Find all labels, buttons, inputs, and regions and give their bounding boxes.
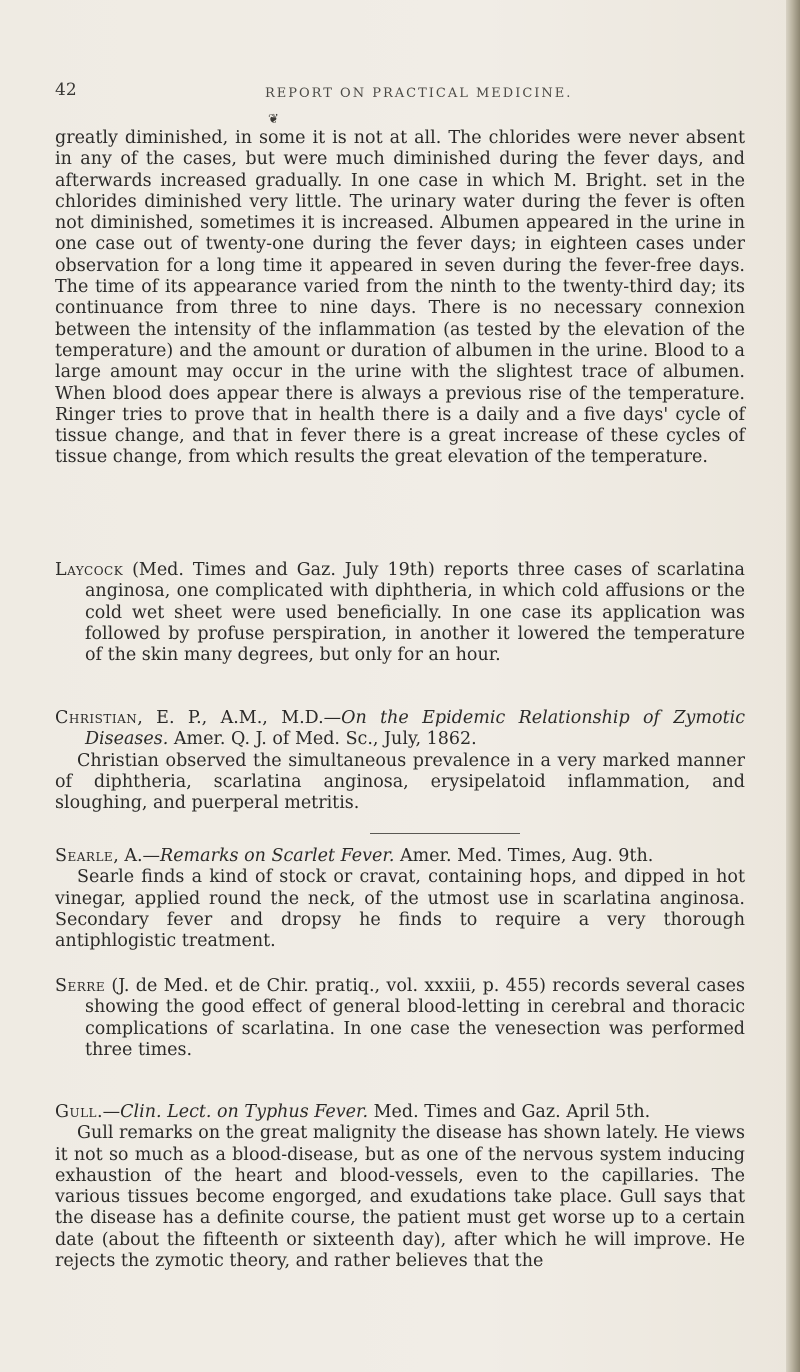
printer-mark-icon: ❦ [268, 112, 279, 127]
entry-author: Gull [55, 1102, 98, 1122]
entry-laycock [55, 560, 745, 666]
entry-searle [55, 846, 745, 952]
entry-dash: .— [97, 1102, 121, 1122]
entry-title: On the Epidemic Relationship of Zymotic Diseases. [85, 708, 745, 750]
section-rule [370, 833, 520, 834]
entry-title: Clin. Lect. on Typhus Fever. [120, 1102, 369, 1122]
paragraph-text: greatly diminished, in some it is not at all. The chlorides were never absent in any of the cases, but were much diminished during the fever days, and afterwards increased gradually. In one case in which M. Bright. set in the chlorides diminished very little. The urinary water during the fever is often not diminished, sometimes it is increased. Albumen appeared in the urine in one case out of twenty-one during the fever days; in eighteen cases under observation for a long time it appeared in seven during the fever-free days. The time of its appearance varied from the ninth to the twenty-third day; its continuance from three to nine days. There is no necessary connexion between the intensity of the inflammation (as tested by the elevation of the temperature) and the amount or duration of albumen in the urine. Blood to a large amount may occur in the urine with the slightest trace of albumen. When blood does appear there is always a previous rise of the temperature. Ringer tries to prove that in health there is a daily and a five days' cycle of tissue change, and that in fever there is a great increase of these cycles of tissue change, from which results the great elevation of the temperature. [55, 128, 745, 468]
entry-christian-citation [55, 708, 745, 751]
entry-gull [55, 1102, 745, 1272]
entry-serre-text [55, 976, 745, 1061]
entry-christian [55, 708, 745, 814]
entry-gull-citation [55, 1102, 745, 1123]
page-edge [786, 0, 800, 1372]
entry-body: Christian observed the simultaneous prevalence in a very marked manner of diphtheria, scarlatina anginosa, erysipelatoid inflammation, and sloughing, and puerperal metritis. [55, 750, 745, 814]
entry-body: (Med. Times and Gaz. July 19th) reports three cases of scarlatina anginosa, one complicated with diphtheria, in which cold affusions or the cold wet sheet were used beneficially. In one case its application was followed by profuse perspiration, in another it lowered the temperature of the skin many degrees, but only for an hour. [85, 560, 745, 666]
page-header [55, 80, 755, 108]
entry-title: Remarks on Scarlet Fever. [160, 846, 395, 866]
entry-credentials: , E. P., A.M., M.D.— [137, 708, 342, 728]
entry-body: Searle finds a kind of stock or cravat, containing hops, and dipped in hot vinegar, applied round the neck, of the utmost use in scarlatina anginosa. Secondary fever and dropsy he finds to require a very thorough antiphlogistic treatment. [55, 867, 745, 952]
paragraph-continued [55, 128, 745, 469]
entry-body: Gull remarks on the great malignity the disease has shown lately. He views it not so much as a blood-disease, but as one of the nervous system inducing exhaustion of the heart and blood-vessels, even to the capillaries. The various tissues become engorged, and exudations take place. Gull says that the disease has a definite course, the patient must get worse up to a certain date (about the fifteenth or sixteenth day), after which he will improve. He rejects the zymotic theory, and rather believes that the [55, 1123, 745, 1272]
entry-source: Amer. Q. J. of Med. Sc., July, 1862. [168, 729, 477, 750]
entry-source: Amer. Med. Times, Aug. 9th. [394, 846, 654, 866]
entry-author: Laycock [55, 560, 124, 580]
page-number: 42 [55, 80, 77, 100]
entry-serre [55, 976, 745, 1061]
entry-author: Searle [55, 846, 114, 866]
running-head: REPORT ON PRACTICAL MEDICINE. [265, 86, 573, 101]
entry-author: Christian [55, 708, 138, 728]
entry-author: Serre [55, 976, 106, 996]
entry-body: (J. de Med. et de Chir. pratiq., vol. xxxiii, p. 455) records several cases showing the good effect of general blood-letting in cerebral and thoracic complications of scarlatina. In one case the venesection was performed three times. [85, 976, 745, 1060]
entry-credentials: , A.— [113, 846, 161, 866]
entry-searle-citation [55, 846, 745, 867]
entry-source: Med. Times and Gaz. April 5th. [368, 1102, 651, 1122]
entry-laycock-text [55, 560, 745, 666]
